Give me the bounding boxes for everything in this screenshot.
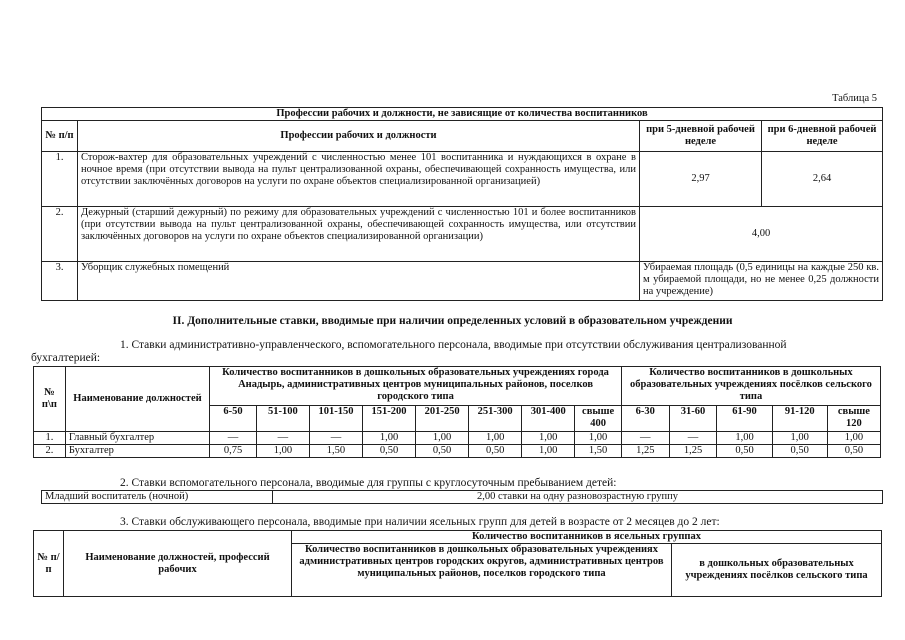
row-num: 3. <box>42 262 78 301</box>
col-header-name: Наименование должностей, профессий рабочих <box>64 531 292 597</box>
row-value: 2,00 ставки на одну разновозрастную группу <box>273 491 883 504</box>
col-header: 251-300 <box>469 406 522 432</box>
cell: 1,00 <box>522 432 575 445</box>
row-name: Сторож-вахтер для образовательных учреждений с численностью менее 101 воспитанника и нуждающихся в охране в ночное время (при отсутствии вывода на пульт централизованной охраны, обеспечивающей сохранность имущества, или отсутствии заключённых договоров на услуги по охране объектов специализированной организацией) <box>78 152 640 207</box>
table-professions <box>41 107 883 301</box>
col-header-num: № п/п <box>42 121 78 152</box>
table-row <box>34 445 881 458</box>
col-header-5day: при 5-дневной рабочей неделе <box>640 121 762 152</box>
row-name: Уборщик служебных помещений <box>78 262 640 301</box>
table-row <box>42 262 883 301</box>
cell: 1,50 <box>575 445 622 458</box>
cell: 1,00 <box>717 432 772 445</box>
cell: — <box>621 432 669 445</box>
paragraph-1-line1: 1. Ставки административно-управленческого, вспомогательного персонала, вводимые при отсутствии обслуживания централизованной <box>120 339 787 351</box>
col-group-urban: Количество воспитанников в дошкольных образовательных учреждениях города Анадырь, административных центров муниципальных районов, поселков городского типа <box>210 367 622 406</box>
col-group-rural: Количество воспитанников в дошкольных образовательных учреждениях посёлков сельского типа <box>621 367 880 406</box>
col-header: свыше 120 <box>827 406 880 432</box>
col-header-num: № п/п <box>34 531 64 597</box>
cell: 1,00 <box>469 432 522 445</box>
table-row <box>42 491 883 504</box>
col-header: 31-60 <box>669 406 717 432</box>
row-value: Убираемая площадь (0,5 единицы на каждые 250 кв. м убираемой площади, но не менее 0,25 должности на учреждение) <box>640 262 883 301</box>
cell: 1,25 <box>621 445 669 458</box>
col-header: 6-30 <box>621 406 669 432</box>
cell: 1,00 <box>256 445 309 458</box>
row-name: Бухгалтер <box>65 445 209 458</box>
col-header-6day: при 6-дневной рабочей неделе <box>762 121 883 152</box>
paragraph-2: 2. Ставки вспомогательного персонала, вводимые для группы с круглосуточным пребыванием детей: <box>120 477 617 489</box>
cell: 0,50 <box>416 445 469 458</box>
table-night-staff <box>41 490 883 504</box>
cell: 1,00 <box>362 432 415 445</box>
cell: 0,75 <box>210 445 257 458</box>
col-header-num: № п\п <box>34 367 66 432</box>
col-header-profession: Профессии рабочих и должности <box>78 121 640 152</box>
cell: 1,00 <box>772 432 827 445</box>
row-name: Главный бухгалтер <box>65 432 209 445</box>
col-header: 201-250 <box>416 406 469 432</box>
table-row <box>42 152 883 207</box>
col-header-rural: в дошкольных образовательных учреждениях посёлков сельского типа <box>672 544 882 597</box>
cell: — <box>669 432 717 445</box>
col-header: 6-50 <box>210 406 257 432</box>
col-header-name: Наименование должностей <box>65 367 209 432</box>
col-header: 101-150 <box>309 406 362 432</box>
cell: 1,00 <box>522 445 575 458</box>
col-header: 61-90 <box>717 406 772 432</box>
cell: 1,00 <box>827 432 880 445</box>
col-header: 151-200 <box>362 406 415 432</box>
table-row <box>42 207 883 262</box>
row-num: 2. <box>42 207 78 262</box>
col-header: 51-100 <box>256 406 309 432</box>
cell: 1,50 <box>309 445 362 458</box>
table-row <box>34 432 881 445</box>
cell: 1,00 <box>575 432 622 445</box>
cell: — <box>309 432 362 445</box>
row-value: 4,00 <box>640 207 883 262</box>
cell: — <box>210 432 257 445</box>
table-label: Таблица 5 <box>832 93 877 104</box>
row-num: 2. <box>34 445 66 458</box>
section-heading: II. Дополнительные ставки, вводимые при наличии определенных условий в образовательном учреждении <box>172 315 733 327</box>
paragraph-1-line2: бухгалтерией: <box>31 352 101 364</box>
row-name: Дежурный (старший дежурный) по режиму для образовательных учреждений с численностью 101 и более воспитанников (при отсутствии вывода на пульт централизованной охраны, обеспечивающей сохранность имущества, или отсутствии заключённых договоров на услуги по охране объектов специализированной организации) <box>78 207 640 262</box>
row-num: 1. <box>34 432 66 445</box>
cell: 0,50 <box>469 445 522 458</box>
cell: 0,50 <box>772 445 827 458</box>
cell: 0,50 <box>362 445 415 458</box>
cell: 0,50 <box>717 445 772 458</box>
table-title: Профессии рабочих и должности, не зависящие от количества воспитанников <box>42 108 883 121</box>
paragraph-3: 3. Ставки обслуживающего персонала, вводимые при наличии ясельных групп для детей в возрасте от 2 месяцев до 2 лет: <box>120 516 720 528</box>
row-num: 1. <box>42 152 78 207</box>
table-accounting-staff <box>33 366 881 458</box>
cell: 1,00 <box>416 432 469 445</box>
cell: 0,50 <box>827 445 880 458</box>
row-value-5day: 2,97 <box>640 152 762 207</box>
col-group-header: Количество воспитанников в ясельных группах <box>292 531 882 544</box>
row-value-6day: 2,64 <box>762 152 883 207</box>
col-header: 91-120 <box>772 406 827 432</box>
cell: 1,25 <box>669 445 717 458</box>
col-header-urban: Количество воспитанников в дошкольных образовательных учреждениях административных центров городских округов, административных центров муниципальных районов, поселков городского типа <box>292 544 672 597</box>
table-nursery-staff <box>33 530 882 597</box>
cell: — <box>256 432 309 445</box>
col-header: свыше 400 <box>575 406 622 432</box>
row-name: Младший воспитатель (ночной) <box>42 491 273 504</box>
col-header: 301-400 <box>522 406 575 432</box>
